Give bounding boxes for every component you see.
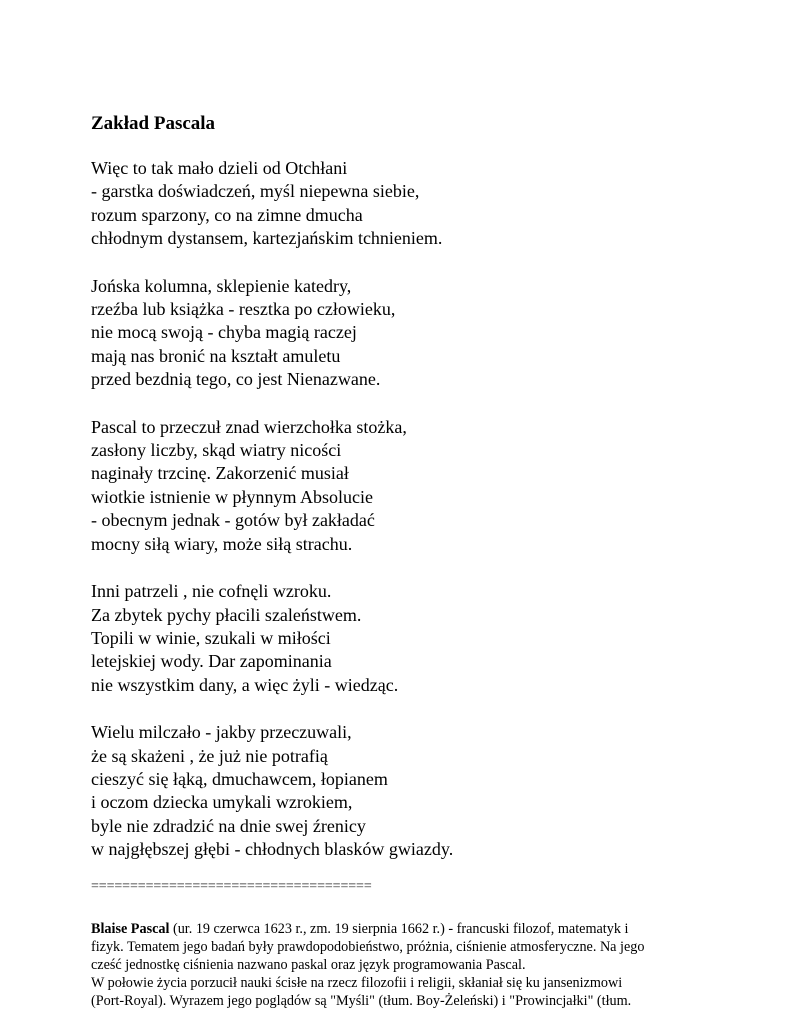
poem-line: chłodnym dystansem, kartezjańskim tchnieniem.	[91, 228, 443, 249]
poem-line: Za zbytek pychy płacili szaleństwem.	[91, 604, 362, 625]
poem-line: Pascal to przeczuł znad wierzchołka stożka,	[91, 416, 407, 437]
note-line	[91, 920, 711, 938]
poem-line: rozum sparzony, co na zimne dmucha	[91, 204, 363, 225]
poem-line: naginały trzcinę. Zakorzenić musiał	[91, 463, 349, 484]
poem-line: w najgłębszej głębi - chłodnych blasków gwiazdy.	[91, 839, 454, 860]
stanza-5	[91, 721, 731, 861]
poem-line: nie wszystkim dany, a więc żyli - wiedząc.	[91, 674, 399, 695]
stanza-4	[91, 580, 731, 697]
poem-line: przed bezdnią tego, co jest Nienazwane.	[91, 369, 381, 390]
poem-line: że są skażeni , że już nie potrafią	[91, 745, 328, 766]
poem-line: Więc to tak mało dzieli od Otchłani	[91, 158, 348, 178]
stanza-2	[91, 275, 731, 392]
poem-line: nie mocą swoją - chyba magią raczej	[91, 322, 357, 343]
note-line: (Port-Royal). Wyrazem jego poglądów są "Myśli" (tłum. Boy-Żeleński) i "Prowincjałki" (tłum.	[91, 993, 632, 1010]
author-note	[91, 920, 711, 1011]
poem-line: rzeźba lub książka - resztka po człowieku,	[91, 299, 396, 320]
poem-line: i oczom dziecka umykali wzrokiem,	[91, 792, 353, 813]
note-text: (ur. 19 czerwca 1623 r., zm. 19 sierpnia 1662 r.) - francuski filozof, matematyk i	[169, 920, 629, 937]
poem-title: Zakład Pascala	[91, 113, 216, 134]
poem-line: byle nie zdradzić na dnie swej źrenicy	[91, 815, 366, 836]
note-line: cześć jednostkę ciśnienia nazwano paskal oraz język programowania Pascal.	[91, 956, 526, 973]
note-line: fizyk. Tematem jego badań były prawdopodobieństwo, próżnia, ciśnienie atmosferyczne. Na jego	[91, 938, 645, 955]
poem-line: letejskiej wody. Dar zapominania	[91, 651, 332, 672]
poem-line: mocny siłą wiary, może siłą strachu.	[91, 533, 353, 554]
poem-line: wiotkie istnienie w płynnym Absolucie	[91, 486, 373, 507]
poem-line: cieszyć się łąką, dmuchawcem, łopianem	[91, 768, 388, 789]
poem-line: Jońska kolumna, sklepienie katedry,	[91, 275, 352, 296]
poem-line: mają nas bronić na kształt amuletu	[91, 345, 341, 366]
poem-line: Inni patrzeli , nie cofnęli wzroku.	[91, 581, 332, 602]
note-line: W połowie życia porzucił nauki ścisłe na rzecz filozofii i religii, skłaniał się ku jansenizmowi	[91, 975, 623, 992]
poem-line: - garstka doświadczeń, myśl niepewna siebie,	[91, 181, 420, 202]
author-name: Blaise Pascal	[91, 920, 170, 937]
poem-line: Wielu milczało - jakby przeczuwali,	[91, 722, 352, 743]
separator-line: ====================================	[91, 878, 372, 894]
poem-line: - obecnym jednak - gotów był zakładać	[91, 510, 375, 531]
stanza-3	[91, 416, 731, 556]
poem-line: Topili w winie, szukali w miłości	[91, 627, 331, 648]
document-page	[91, 112, 731, 1011]
poem-line: zasłony liczby, skąd wiatry nicości	[91, 440, 342, 461]
stanza-1	[91, 157, 731, 251]
